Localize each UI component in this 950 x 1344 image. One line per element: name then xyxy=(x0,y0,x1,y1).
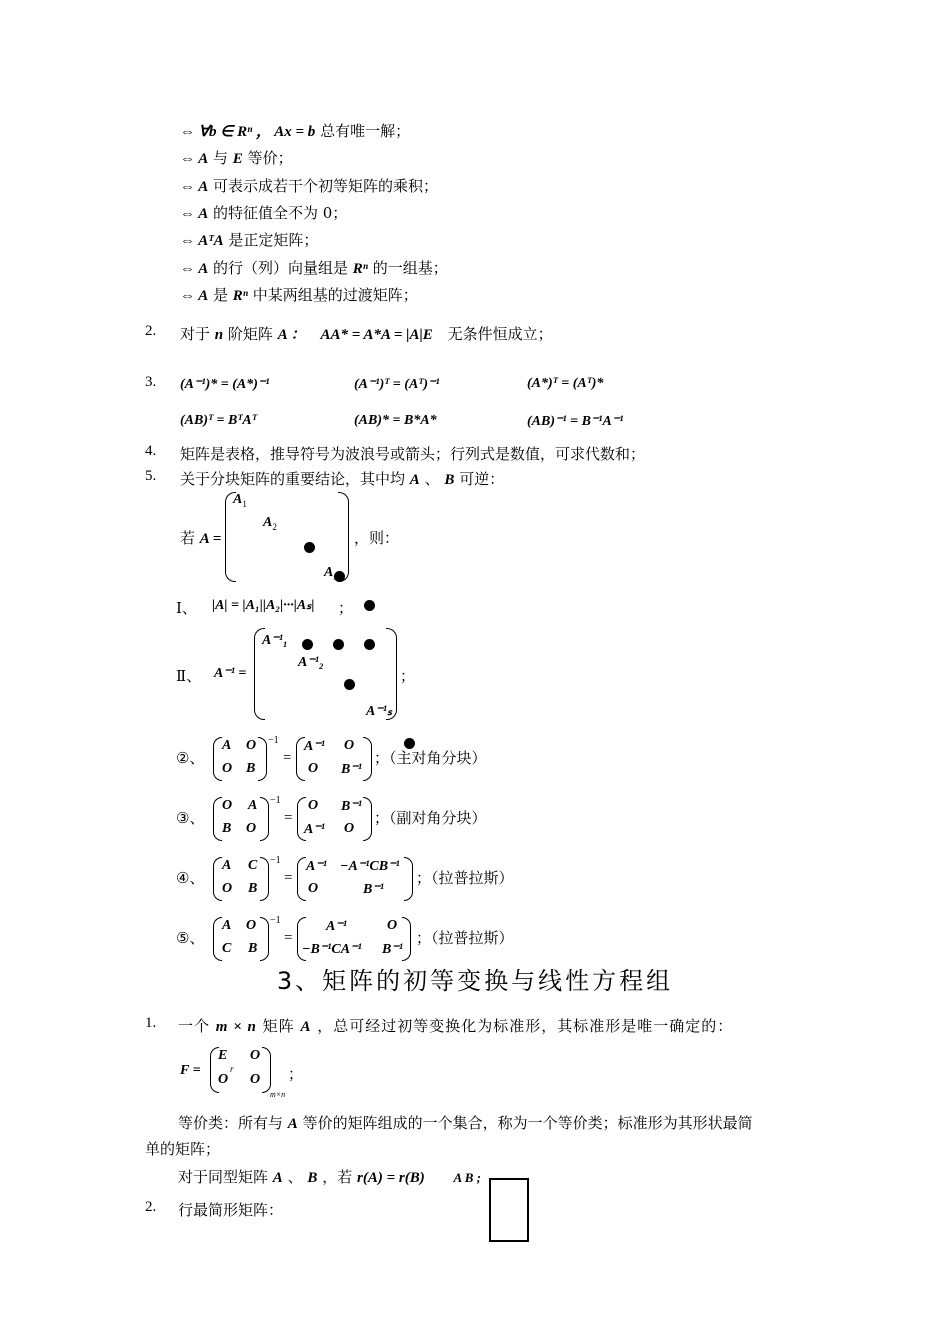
inv-exp: −1 xyxy=(268,735,279,746)
F-O: O xyxy=(250,1072,261,1087)
same-type-B: B xyxy=(307,1170,318,1186)
mat-cell: A⁻¹ xyxy=(304,739,325,754)
right-paren xyxy=(404,857,413,901)
mat-cell: O xyxy=(308,761,319,776)
right-paren xyxy=(260,857,269,901)
roman-1: Ⅰ、 xyxy=(176,599,197,617)
semi: ； xyxy=(338,599,354,617)
formula-label: ③、 xyxy=(176,809,205,827)
equiv-math2: Rⁿ xyxy=(352,261,369,277)
s2-text: 行最简形矩阵： xyxy=(178,1201,284,1219)
mat-cell: B xyxy=(248,941,258,956)
equiv-math: ⇔ A xyxy=(180,179,209,195)
equiv-text: 的特征值全不为 0； xyxy=(212,204,348,222)
F-O: O xyxy=(250,1048,261,1063)
same-type-formula: r(A) = r(B) xyxy=(356,1170,425,1186)
equiv-line-4 xyxy=(180,202,347,223)
formula-label: ②、 xyxy=(176,749,205,767)
mat-cell: O xyxy=(246,821,257,836)
item5-text2: 可逆： xyxy=(459,470,505,488)
F-O: O xyxy=(218,1072,229,1087)
equiv-text2: 等价； xyxy=(247,149,293,167)
same-type-A: A xyxy=(272,1170,283,1186)
ellipsis-dot xyxy=(334,571,345,582)
F-label: F = xyxy=(180,1063,201,1078)
equiv-class-line xyxy=(178,1112,753,1133)
equiv-math: ⇔ AᵀA xyxy=(180,233,224,249)
item5-B: B xyxy=(444,472,455,488)
equiv-math: ⇔ A xyxy=(180,288,209,304)
right-paren xyxy=(258,737,267,781)
item-number: 2. xyxy=(145,1199,157,1215)
inv-label: A⁻¹ = xyxy=(214,666,247,681)
item-number: 4. xyxy=(145,443,157,459)
left-paren xyxy=(213,737,222,781)
inv-exp: −1 xyxy=(270,855,281,866)
item2-line xyxy=(180,323,553,344)
eq-sign: = xyxy=(284,870,293,886)
formula-cell: (A⁻¹)* = (A*)⁻¹ xyxy=(180,377,270,392)
A-eq: A = xyxy=(199,531,222,547)
s1-mn: m × n xyxy=(215,1019,257,1035)
item5-sep: 、 xyxy=(424,470,440,488)
equiv-text: 可表示成若干个初等矩阵的乘积； xyxy=(212,177,438,195)
then-text: ，则： xyxy=(354,529,400,547)
left-paren xyxy=(297,857,306,901)
eq-sign: = xyxy=(284,810,293,826)
same-type-line xyxy=(178,1166,481,1187)
inv-As: A⁻¹ₛ xyxy=(366,704,393,719)
inv-A1: A⁻¹₁ xyxy=(262,633,288,648)
right-paren xyxy=(363,797,372,841)
right-paren xyxy=(260,797,269,841)
mat-cell: −B⁻¹CA⁻¹ xyxy=(302,942,362,957)
right-paren xyxy=(402,917,411,961)
mat-cell: O xyxy=(308,798,319,813)
ellipsis-dot xyxy=(344,679,355,690)
eq-sign: = xyxy=(284,930,293,946)
item4-text: 矩阵是表格，推导符号为波浪号或箭头；行列式是数值，可求代数和； xyxy=(180,445,646,463)
right-paren xyxy=(363,737,372,781)
F-E: E xyxy=(218,1048,228,1063)
same-type-sep: 、 xyxy=(287,1168,303,1186)
ellipsis-dot xyxy=(302,639,313,650)
equiv-line-5 xyxy=(180,229,318,250)
formula-cell: (AB)ᵀ = BᵀAᵀ xyxy=(180,413,257,428)
rect-box xyxy=(489,1178,529,1242)
mat-cell: A xyxy=(222,918,232,933)
item5-A: A xyxy=(409,472,420,488)
block-A2: $A_2$ xyxy=(263,515,277,532)
equiv-class-A: A xyxy=(287,1116,298,1132)
mat-cell: B⁻¹ xyxy=(363,882,384,897)
s1-text1: 一个 xyxy=(178,1017,211,1035)
mat-cell: A⁻¹ xyxy=(326,919,347,934)
mat-cell: O xyxy=(344,738,355,753)
item2-A: A ： xyxy=(277,327,306,343)
mat-cell: B xyxy=(246,761,256,776)
equiv-text: 与 xyxy=(212,149,228,167)
left-paren xyxy=(213,917,222,961)
formula-cell: (AB)⁻¹ = B⁻¹A⁻¹ xyxy=(527,414,624,429)
mat-cell: O xyxy=(344,821,355,836)
if-label: 若 xyxy=(180,529,196,547)
ellipsis-dot xyxy=(404,738,415,749)
mat-cell: A xyxy=(222,738,232,753)
item2-text1: 对于 xyxy=(180,325,211,343)
equiv-line-7 xyxy=(180,284,418,305)
same-type-text1: 对于同型矩阵 xyxy=(178,1168,269,1186)
det-formula: |A| = |A₁||A₂|···|Aₛ| xyxy=(212,598,315,613)
formula-cell: (AB)* = B*A* xyxy=(354,413,437,428)
equiv-line-3 xyxy=(180,175,438,196)
left-paren xyxy=(213,797,222,841)
inv-exp: −1 xyxy=(270,795,281,806)
s1-text2: 矩阵 xyxy=(262,1017,295,1035)
mat-cell: B⁻¹ xyxy=(341,762,362,777)
eq-sign: = xyxy=(283,750,292,766)
item5-line xyxy=(180,468,504,489)
mat-cell: O xyxy=(222,881,233,896)
equiv-math: ⇔ ∀b ∈ Rⁿ ， Ax = b xyxy=(180,124,316,140)
equiv-line-2 xyxy=(180,147,293,168)
block-def xyxy=(180,527,221,548)
equiv-math: ⇔ A xyxy=(180,151,209,167)
item-number: 5. xyxy=(145,468,157,484)
equiv-text2: 中某两组基的过渡矩阵； xyxy=(252,286,418,304)
semi: ； xyxy=(400,667,416,685)
mat-cell: O xyxy=(222,761,233,776)
mat-cell: O xyxy=(246,738,257,753)
item2-text2: 阶矩阵 xyxy=(227,325,273,343)
right-paren xyxy=(262,1047,271,1093)
mat-cell: B xyxy=(222,821,232,836)
item2-formula: AA* = A*A = |A|E xyxy=(320,327,433,343)
mat-cell: A xyxy=(222,858,232,873)
formula-label: ④、 xyxy=(176,869,205,887)
mat-cell: A⁻¹ xyxy=(306,859,327,874)
ellipsis-dot xyxy=(364,600,375,611)
item-number: 3. xyxy=(145,374,157,390)
equiv-math2: E xyxy=(232,151,243,167)
mat-cell: B xyxy=(248,881,258,896)
mat-cell: B⁻¹ xyxy=(341,799,362,814)
roman-2: Ⅱ、 xyxy=(176,667,202,685)
equiv-text: 是 xyxy=(212,286,228,304)
equiv-text2: 的一组基； xyxy=(372,259,448,277)
mat-cell: A⁻¹ xyxy=(304,822,325,837)
F-r: r xyxy=(230,1064,234,1074)
equiv-math: ⇔ A xyxy=(180,261,209,277)
item-number: 1. xyxy=(145,1015,157,1031)
same-type-text2: ，若 xyxy=(322,1168,353,1186)
section-title: 3、矩阵的初等变换与线性方程组 xyxy=(276,967,674,995)
equiv-class-line2: 单的矩阵； xyxy=(145,1140,221,1158)
mat-cell: B⁻¹ xyxy=(382,942,403,957)
mat-cell: C xyxy=(248,858,258,873)
item-number: 2. xyxy=(145,323,157,339)
F-semi: ； xyxy=(288,1065,304,1083)
equiv-math: ⇔ A xyxy=(180,206,209,222)
ellipsis-dot xyxy=(364,639,375,650)
block-A1: $A_1$ xyxy=(233,492,247,509)
equiv-text: 总有唯一解； xyxy=(320,122,411,140)
same-type-tail: A B ; xyxy=(453,1170,481,1185)
formula-cell: (A⁻¹)ᵀ = (Aᵀ)⁻¹ xyxy=(354,377,440,392)
mat-cell: −A⁻¹CB⁻¹ xyxy=(340,859,400,874)
s1-A: A xyxy=(300,1019,312,1035)
ellipsis-dot xyxy=(304,542,315,553)
s1-text3: ，总可经过初等变换化为标准形，其标准形是唯一确定的： xyxy=(317,1017,734,1035)
block-As: A xyxy=(324,565,334,580)
mat-cell: O xyxy=(387,918,398,933)
right-paren xyxy=(338,492,349,582)
equiv-line-1 xyxy=(180,120,410,141)
mat-cell: C xyxy=(222,941,232,956)
mat-cell: O xyxy=(246,918,257,933)
equiv-line-6 xyxy=(180,257,448,278)
equiv-text: 的行（列）向量组是 xyxy=(212,259,348,277)
item2-text3: 无条件恒成立； xyxy=(447,325,553,343)
equiv-math2: Rⁿ xyxy=(232,288,249,304)
formula-note: ；（副对角分块） xyxy=(374,809,487,827)
item5-text1: 关于分块矩阵的重要结论，其中均 xyxy=(180,470,406,488)
formula-note: ；（主对角分块） xyxy=(374,749,487,767)
item2-n: n xyxy=(214,327,224,343)
formula-note: ；（拉普拉斯） xyxy=(416,869,514,887)
equiv-text: 是正定矩阵； xyxy=(228,231,319,249)
right-paren xyxy=(260,917,269,961)
mat-cell: O xyxy=(308,881,319,896)
formula-cell: (A*)ᵀ = (Aᵀ)* xyxy=(527,376,604,391)
equiv-class-rest: 等价的矩阵组成的一个集合，称为一个等价类；标准形为其形状最简 xyxy=(302,1114,753,1132)
ellipsis-dot xyxy=(333,639,344,650)
s1-line xyxy=(178,1015,733,1036)
inv-A2: A⁻¹₂ xyxy=(298,655,324,670)
mat-cell: O xyxy=(222,798,233,813)
mat-cell: A xyxy=(248,798,258,813)
left-paren xyxy=(213,857,222,901)
formula-note: ；（拉普拉斯） xyxy=(416,929,514,947)
inv-exp: −1 xyxy=(270,915,281,926)
F-size: m×n xyxy=(270,1090,286,1099)
equiv-class-text: 等价类：所有与 xyxy=(178,1114,284,1132)
formula-label: ⑤、 xyxy=(176,929,205,947)
